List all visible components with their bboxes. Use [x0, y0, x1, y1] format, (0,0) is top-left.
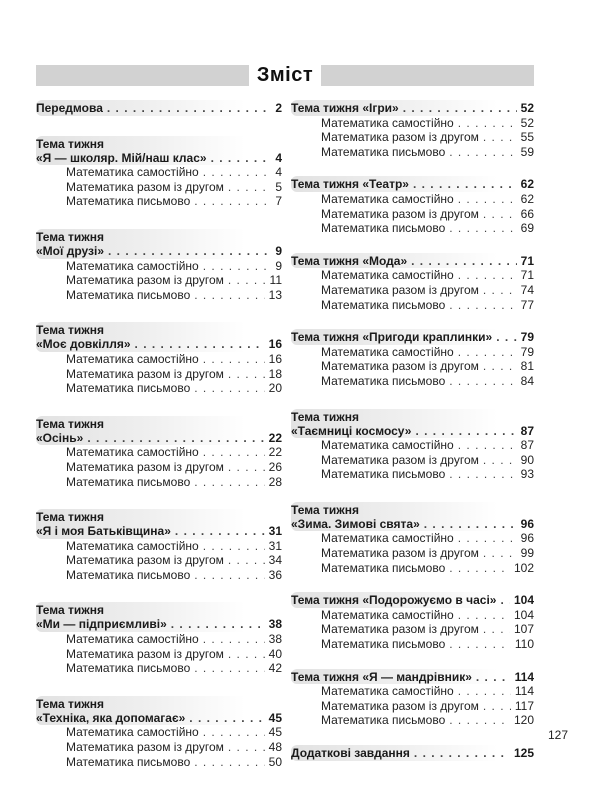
entry-page-number: 104 [513, 593, 534, 608]
entry-page-number: 40 [268, 646, 282, 661]
title-bar [36, 65, 534, 86]
toc-subentry-link[interactable] [36, 460, 282, 475]
entry-page-number: 18 [268, 366, 282, 381]
toc-subentry-link[interactable] [36, 475, 282, 490]
toc-subentry-link[interactable] [36, 539, 282, 554]
entry-label: «Техніка, яка допомагає» [36, 710, 186, 725]
toc-entry-heading [291, 253, 534, 269]
entry-page-number: 79 [520, 344, 534, 359]
dot-leader [171, 617, 265, 632]
entry-page-number: 104 [513, 607, 534, 622]
dot-leader [194, 475, 264, 490]
dot-leader [458, 531, 517, 546]
toc-entry [291, 100, 534, 159]
dot-leader [449, 145, 516, 160]
entry-page-number: 66 [520, 206, 534, 221]
entry-label: Математика письмово [66, 287, 191, 302]
dot-leader [211, 151, 272, 166]
toc-subentry-link[interactable] [291, 684, 534, 699]
toc-subentry-link[interactable] [36, 367, 282, 382]
toc-subentry-link[interactable] [291, 268, 534, 283]
dot-leader [483, 622, 510, 637]
topic-week-label: Тема тижня [291, 502, 359, 517]
entry-page-number: 48 [268, 740, 282, 755]
dot-leader [449, 298, 516, 313]
topic-week-label: Тема тижня [36, 323, 104, 338]
entry-page-number: 87 [520, 438, 534, 453]
dot-leader [483, 453, 517, 468]
entry-page-number: 117 [514, 698, 534, 713]
toc-subentry-link[interactable] [291, 467, 534, 482]
entry-page-number: 114 [514, 669, 534, 684]
topic-week-label: Тема тижня [36, 510, 104, 525]
title-bar-left-stripe [36, 65, 249, 86]
toc-heading-link[interactable] [36, 101, 282, 116]
toc-subentry-link[interactable] [291, 608, 534, 623]
toc-entry-heading [291, 100, 534, 116]
dot-leader [194, 288, 264, 303]
dot-leader [194, 194, 271, 209]
toc-subentry-link[interactable] [291, 359, 534, 374]
dot-leader [107, 101, 271, 116]
toc-subentry-link[interactable] [291, 221, 534, 236]
dot-leader [458, 192, 517, 207]
entry-page-number: 52 [520, 115, 534, 130]
entry-label: Математика письмово [321, 467, 446, 482]
entry-label: «Таємниці космосу» [291, 423, 412, 438]
entry-page-number: 84 [520, 373, 534, 388]
entry-page-number: 110 [514, 637, 534, 652]
dot-leader [87, 431, 264, 446]
dot-leader [449, 561, 510, 576]
dot-leader [496, 330, 516, 345]
dot-leader [458, 116, 517, 131]
toc-entry-heading [36, 509, 282, 539]
entry-page-number: 62 [520, 177, 534, 192]
toc-entry-heading [291, 669, 534, 685]
entry-label: Математика самостійно [66, 538, 199, 553]
toc-subentry-link[interactable] [36, 445, 282, 460]
entry-page-number: 16 [268, 337, 282, 352]
dot-leader [203, 539, 265, 554]
entry-label: Математика самостійно [66, 725, 199, 740]
toc-subentry-link[interactable] [291, 374, 534, 389]
entry-label: Математика письмово [321, 297, 446, 312]
toc-heading-link[interactable] [291, 517, 534, 532]
toc-entry-heading [36, 229, 282, 259]
entry-label: Математика разом із другом [66, 553, 224, 568]
toc-subentry-link[interactable] [36, 647, 282, 662]
dot-leader [194, 755, 264, 770]
topic-week-label: Тема тижня [291, 409, 359, 424]
toc-subentry-link[interactable] [291, 145, 534, 160]
toc-entry-heading [291, 592, 534, 608]
toc-entry [291, 592, 534, 651]
topic-week-label: Тема тижня [36, 136, 104, 151]
entry-page-number: 87 [520, 423, 534, 438]
dot-leader [203, 445, 265, 460]
dot-leader [203, 259, 272, 274]
dot-leader [500, 593, 510, 608]
entry-label: Математика письмово [66, 661, 191, 676]
dot-leader [424, 517, 517, 532]
toc-entry [36, 696, 282, 769]
toc-entry [36, 136, 282, 209]
entry-label: Тема тижня «Театр» [291, 177, 409, 192]
dot-leader [483, 699, 511, 714]
toc-subentry-link[interactable] [291, 438, 534, 453]
entry-page-number: 71 [520, 253, 534, 268]
toc-subentry-link[interactable] [291, 116, 534, 131]
entry-label: Математика разом із другом [66, 273, 224, 288]
entry-page-number: 81 [520, 359, 534, 374]
toc-heading-link[interactable] [36, 151, 282, 166]
dot-leader [458, 684, 511, 699]
dot-leader [449, 713, 510, 728]
toc-heading-link[interactable] [291, 593, 534, 608]
toc-heading-link[interactable] [36, 244, 282, 259]
entry-page-number: 9 [275, 243, 282, 258]
toc-subentry-link[interactable] [291, 713, 534, 728]
entry-label: Тема тижня «Ігри» [291, 101, 399, 115]
entry-page-number: 31 [268, 538, 282, 553]
toc-left-column [36, 100, 282, 769]
entry-page-number: 2 [275, 101, 282, 115]
dot-leader [476, 670, 511, 685]
entry-label: «Я — школяр. Мій/наш клас» [36, 150, 207, 165]
entry-label: Тема тижня «Подорожуємо в часі» [291, 593, 497, 608]
dot-leader [228, 367, 265, 382]
entry-page-number: 55 [520, 130, 534, 145]
entry-page-number: 96 [520, 516, 534, 531]
entry-label: Математика самостійно [321, 531, 454, 546]
toc-entry [291, 409, 534, 482]
entry-page-number: 4 [275, 150, 282, 165]
entry-label: Математика разом із другом [66, 459, 224, 474]
entry-page-number: 34 [268, 553, 282, 568]
dot-leader [483, 546, 517, 561]
entry-page-number: 99 [520, 546, 534, 561]
entry-label: Математика разом із другом [321, 359, 479, 374]
dot-leader [203, 352, 265, 367]
entry-page-number: 22 [268, 445, 282, 460]
title-bar-right-stripe [321, 65, 534, 86]
entry-page-number: 5 [275, 179, 282, 194]
entry-label: Математика письмово [66, 194, 191, 209]
dot-leader [403, 101, 517, 116]
entry-page-number: 7 [275, 194, 282, 209]
toc-subentry-link[interactable] [36, 381, 282, 396]
entry-label: Математика письмово [66, 381, 191, 396]
entry-label: «Осінь» [36, 430, 84, 445]
entry-label: Математика разом із другом [321, 206, 479, 221]
toc-heading-link[interactable] [291, 177, 534, 192]
toc-heading-link[interactable] [36, 617, 282, 632]
entry-label: Тема тижня «Мода» [291, 253, 408, 268]
entry-label: Передмова [36, 101, 103, 115]
toc-subentry-link[interactable] [291, 699, 534, 714]
toc-entry-heading [36, 416, 282, 446]
entry-page-number: 93 [520, 467, 534, 482]
entry-label: «Я і моя Батьківщина» [36, 524, 171, 539]
entry-label: Математика письмово [321, 221, 446, 236]
toc-entry [291, 502, 534, 575]
toc-entry [291, 329, 534, 388]
entry-page-number: 42 [268, 661, 282, 676]
entry-page-number: 90 [520, 452, 534, 467]
toc-subentry-link[interactable] [291, 207, 534, 222]
entry-label: Математика разом із другом [321, 282, 479, 297]
entry-page-number: 36 [268, 567, 282, 582]
dot-leader [413, 177, 517, 192]
entry-label: Математика самостійно [66, 445, 199, 460]
entry-page-number: 52 [520, 101, 534, 115]
toc-subentry-link[interactable] [36, 553, 282, 568]
toc-subentry-link[interactable] [291, 561, 534, 576]
toc-subentry-link[interactable] [291, 283, 534, 298]
entry-page-number: 114 [514, 684, 534, 699]
toc-subentry-link[interactable] [36, 165, 282, 180]
entry-label: Математика письмово [321, 144, 446, 159]
entry-page-number: 125 [513, 746, 534, 760]
entry-label: Математика разом із другом [66, 179, 224, 194]
toc-subentry-link[interactable] [291, 192, 534, 207]
entry-label: Математика письмово [321, 373, 446, 388]
dot-leader [458, 268, 517, 283]
entry-page-number: 69 [520, 221, 534, 236]
toc-subentry-link[interactable] [291, 130, 534, 145]
toc-entry-heading [291, 329, 534, 345]
toc-entry-heading [36, 322, 282, 352]
dot-leader [458, 438, 517, 453]
entry-label: Додаткові завдання [291, 746, 410, 760]
entry-page-number: 13 [268, 287, 282, 302]
dot-leader [458, 608, 510, 623]
entry-page-number: 107 [513, 622, 534, 637]
entry-page-number: 74 [520, 282, 534, 297]
entry-label: Математика самостійно [321, 191, 454, 206]
dot-leader [449, 221, 516, 236]
entry-label: Математика самостійно [66, 258, 199, 273]
entry-label: «Зима. Зимові свята» [291, 516, 420, 531]
toc-subentry-link[interactable] [36, 259, 282, 274]
dot-leader [194, 381, 264, 396]
dot-leader [458, 345, 517, 360]
entry-page-number: 62 [520, 191, 534, 206]
dot-leader [203, 632, 265, 647]
toc-heading-link[interactable] [291, 101, 534, 116]
entry-page-number: 22 [268, 430, 282, 445]
topic-week-label: Тема тижня [36, 229, 104, 244]
entry-label: Тема тижня «Я — мандрівник» [291, 669, 472, 684]
toc-subentry-link[interactable] [36, 180, 282, 195]
entry-page-number: 77 [520, 297, 534, 312]
entry-label: Математика письмово [66, 754, 191, 769]
toc-subentry-link[interactable] [36, 725, 282, 740]
toc-heading-link[interactable] [291, 424, 534, 439]
entry-label: «Моє довкілля» [36, 337, 131, 352]
toc-entry [36, 322, 282, 395]
entry-page-number: 31 [268, 524, 282, 539]
entry-label: Математика письмово [66, 567, 191, 582]
dot-leader [483, 207, 517, 222]
toc-entry-heading [36, 696, 282, 726]
dot-leader [228, 553, 265, 568]
dot-leader [483, 130, 517, 145]
toc-subentry-link[interactable] [291, 546, 534, 561]
entry-label: Математика разом із другом [321, 622, 479, 637]
entry-label: Математика письмово [66, 474, 191, 489]
dot-leader [228, 273, 266, 288]
entry-label: Математика разом із другом [66, 740, 224, 755]
entry-page-number: 20 [268, 381, 282, 396]
dot-leader [483, 283, 517, 298]
dot-leader [415, 424, 516, 439]
dot-leader [194, 661, 264, 676]
entry-page-number: 96 [520, 531, 534, 546]
dot-leader [228, 647, 265, 662]
toc-entry [291, 669, 534, 728]
entry-page-number: 9 [275, 258, 282, 273]
toc-subentry-link[interactable] [291, 622, 534, 637]
dot-leader [108, 244, 271, 259]
toc-subentry-link[interactable] [291, 345, 534, 360]
entry-label: Математика самостійно [321, 268, 454, 283]
toc-heading-link[interactable] [291, 254, 534, 269]
toc-right-column [291, 100, 534, 761]
toc-subentry-link[interactable] [36, 352, 282, 367]
toc-entry-heading [36, 136, 282, 166]
entry-label: «Ми — підприємливі» [36, 617, 167, 632]
dot-leader [483, 359, 517, 374]
page-number: 127 [547, 728, 568, 742]
toc-entry [36, 509, 282, 582]
entry-label: Математика самостійно [321, 607, 454, 622]
toc-heading-link[interactable] [291, 670, 534, 685]
entry-label: Математика самостійно [66, 165, 199, 180]
toc-entry [36, 229, 282, 302]
toc-subentry-link[interactable] [36, 661, 282, 676]
toc-heading-link[interactable] [36, 337, 282, 352]
toc-heading-link[interactable] [36, 524, 282, 539]
toc-entry [36, 100, 282, 116]
entry-label: «Мої друзі» [36, 243, 104, 258]
entry-page-number: 45 [268, 725, 282, 740]
entry-page-number: 45 [268, 710, 282, 725]
entry-page-number: 71 [520, 268, 534, 283]
toc-entry [291, 176, 534, 235]
entry-page-number: 50 [268, 754, 282, 769]
entry-label: Математика самостійно [321, 115, 454, 130]
entry-label: Математика разом із другом [66, 646, 224, 661]
toc-subentry-link[interactable] [291, 453, 534, 468]
entry-label: Математика самостійно [321, 344, 454, 359]
toc-entry [36, 602, 282, 675]
toc-entry-heading [291, 745, 534, 761]
entry-page-number: 38 [268, 632, 282, 647]
entry-label: Математика разом із другом [321, 130, 479, 145]
entry-page-number: 102 [513, 560, 534, 575]
toc-entry-heading [291, 409, 534, 439]
entry-page-number: 120 [513, 713, 534, 728]
dot-leader [414, 746, 510, 761]
toc-heading-link[interactable] [36, 431, 282, 446]
entry-label: Математика самостійно [321, 684, 454, 699]
entry-label: Тема тижня «Пригоди краплинки» [291, 330, 493, 345]
toc-subentry-link[interactable] [36, 194, 282, 209]
toc-entry-heading [291, 502, 534, 532]
entry-label: Математика письмово [321, 713, 446, 728]
toc-subentry-link[interactable] [36, 288, 282, 303]
toc-entry-heading [36, 602, 282, 632]
dot-leader [189, 711, 264, 726]
toc-entry [36, 416, 282, 489]
dot-leader [449, 374, 516, 389]
toc-subentry-link[interactable] [36, 568, 282, 583]
entry-label: Математика разом із другом [321, 452, 479, 467]
entry-page-number: 79 [520, 330, 534, 345]
toc-heading-link[interactable] [291, 330, 534, 345]
toc-subentry-link[interactable] [291, 637, 534, 652]
toc-subentry-link[interactable] [36, 273, 282, 288]
topic-week-label: Тема тижня [36, 416, 104, 431]
entry-page-number: 28 [268, 474, 282, 489]
toc-subentry-link[interactable] [291, 531, 534, 546]
entry-label: Математика письмово [321, 637, 446, 652]
toc-entry-heading [291, 176, 534, 192]
entry-page-number: 4 [275, 165, 282, 180]
dot-leader [194, 568, 264, 583]
dot-leader [449, 637, 511, 652]
dot-leader [228, 740, 265, 755]
topic-week-label: Тема тижня [36, 696, 104, 711]
dot-leader [203, 165, 272, 180]
entry-page-number: 11 [269, 273, 282, 288]
dot-leader [135, 337, 265, 352]
entry-label: Математика самостійно [66, 632, 199, 647]
toc-entry-heading [36, 100, 282, 116]
dot-leader [228, 460, 265, 475]
toc-subentry-link[interactable] [36, 632, 282, 647]
entry-label: Математика самостійно [321, 438, 454, 453]
entry-page-number: 59 [520, 144, 534, 159]
entry-label: Математика самостійно [66, 351, 199, 366]
dot-leader [228, 180, 271, 195]
dot-leader [449, 467, 516, 482]
page-title: Зміст [249, 65, 321, 86]
entry-label: Математика разом із другом [321, 546, 479, 561]
entry-page-number: 38 [268, 617, 282, 632]
entry-label: Математика письмово [321, 560, 446, 575]
entry-page-number: 26 [268, 459, 282, 474]
toc-entry [291, 745, 534, 761]
entry-page-number: 16 [268, 351, 282, 366]
entry-label: Математика разом із другом [321, 698, 479, 713]
dot-leader [411, 254, 517, 269]
toc-subentry-link[interactable] [291, 298, 534, 313]
toc-heading-link[interactable] [36, 711, 282, 726]
dot-leader [203, 725, 265, 740]
entry-label: Математика разом із другом [66, 366, 224, 381]
toc-heading-link[interactable] [291, 746, 534, 761]
toc-subentry-link[interactable] [36, 740, 282, 755]
dot-leader [175, 524, 265, 539]
topic-week-label: Тема тижня [36, 603, 104, 618]
toc-subentry-link[interactable] [36, 755, 282, 770]
toc-entry [291, 253, 534, 312]
